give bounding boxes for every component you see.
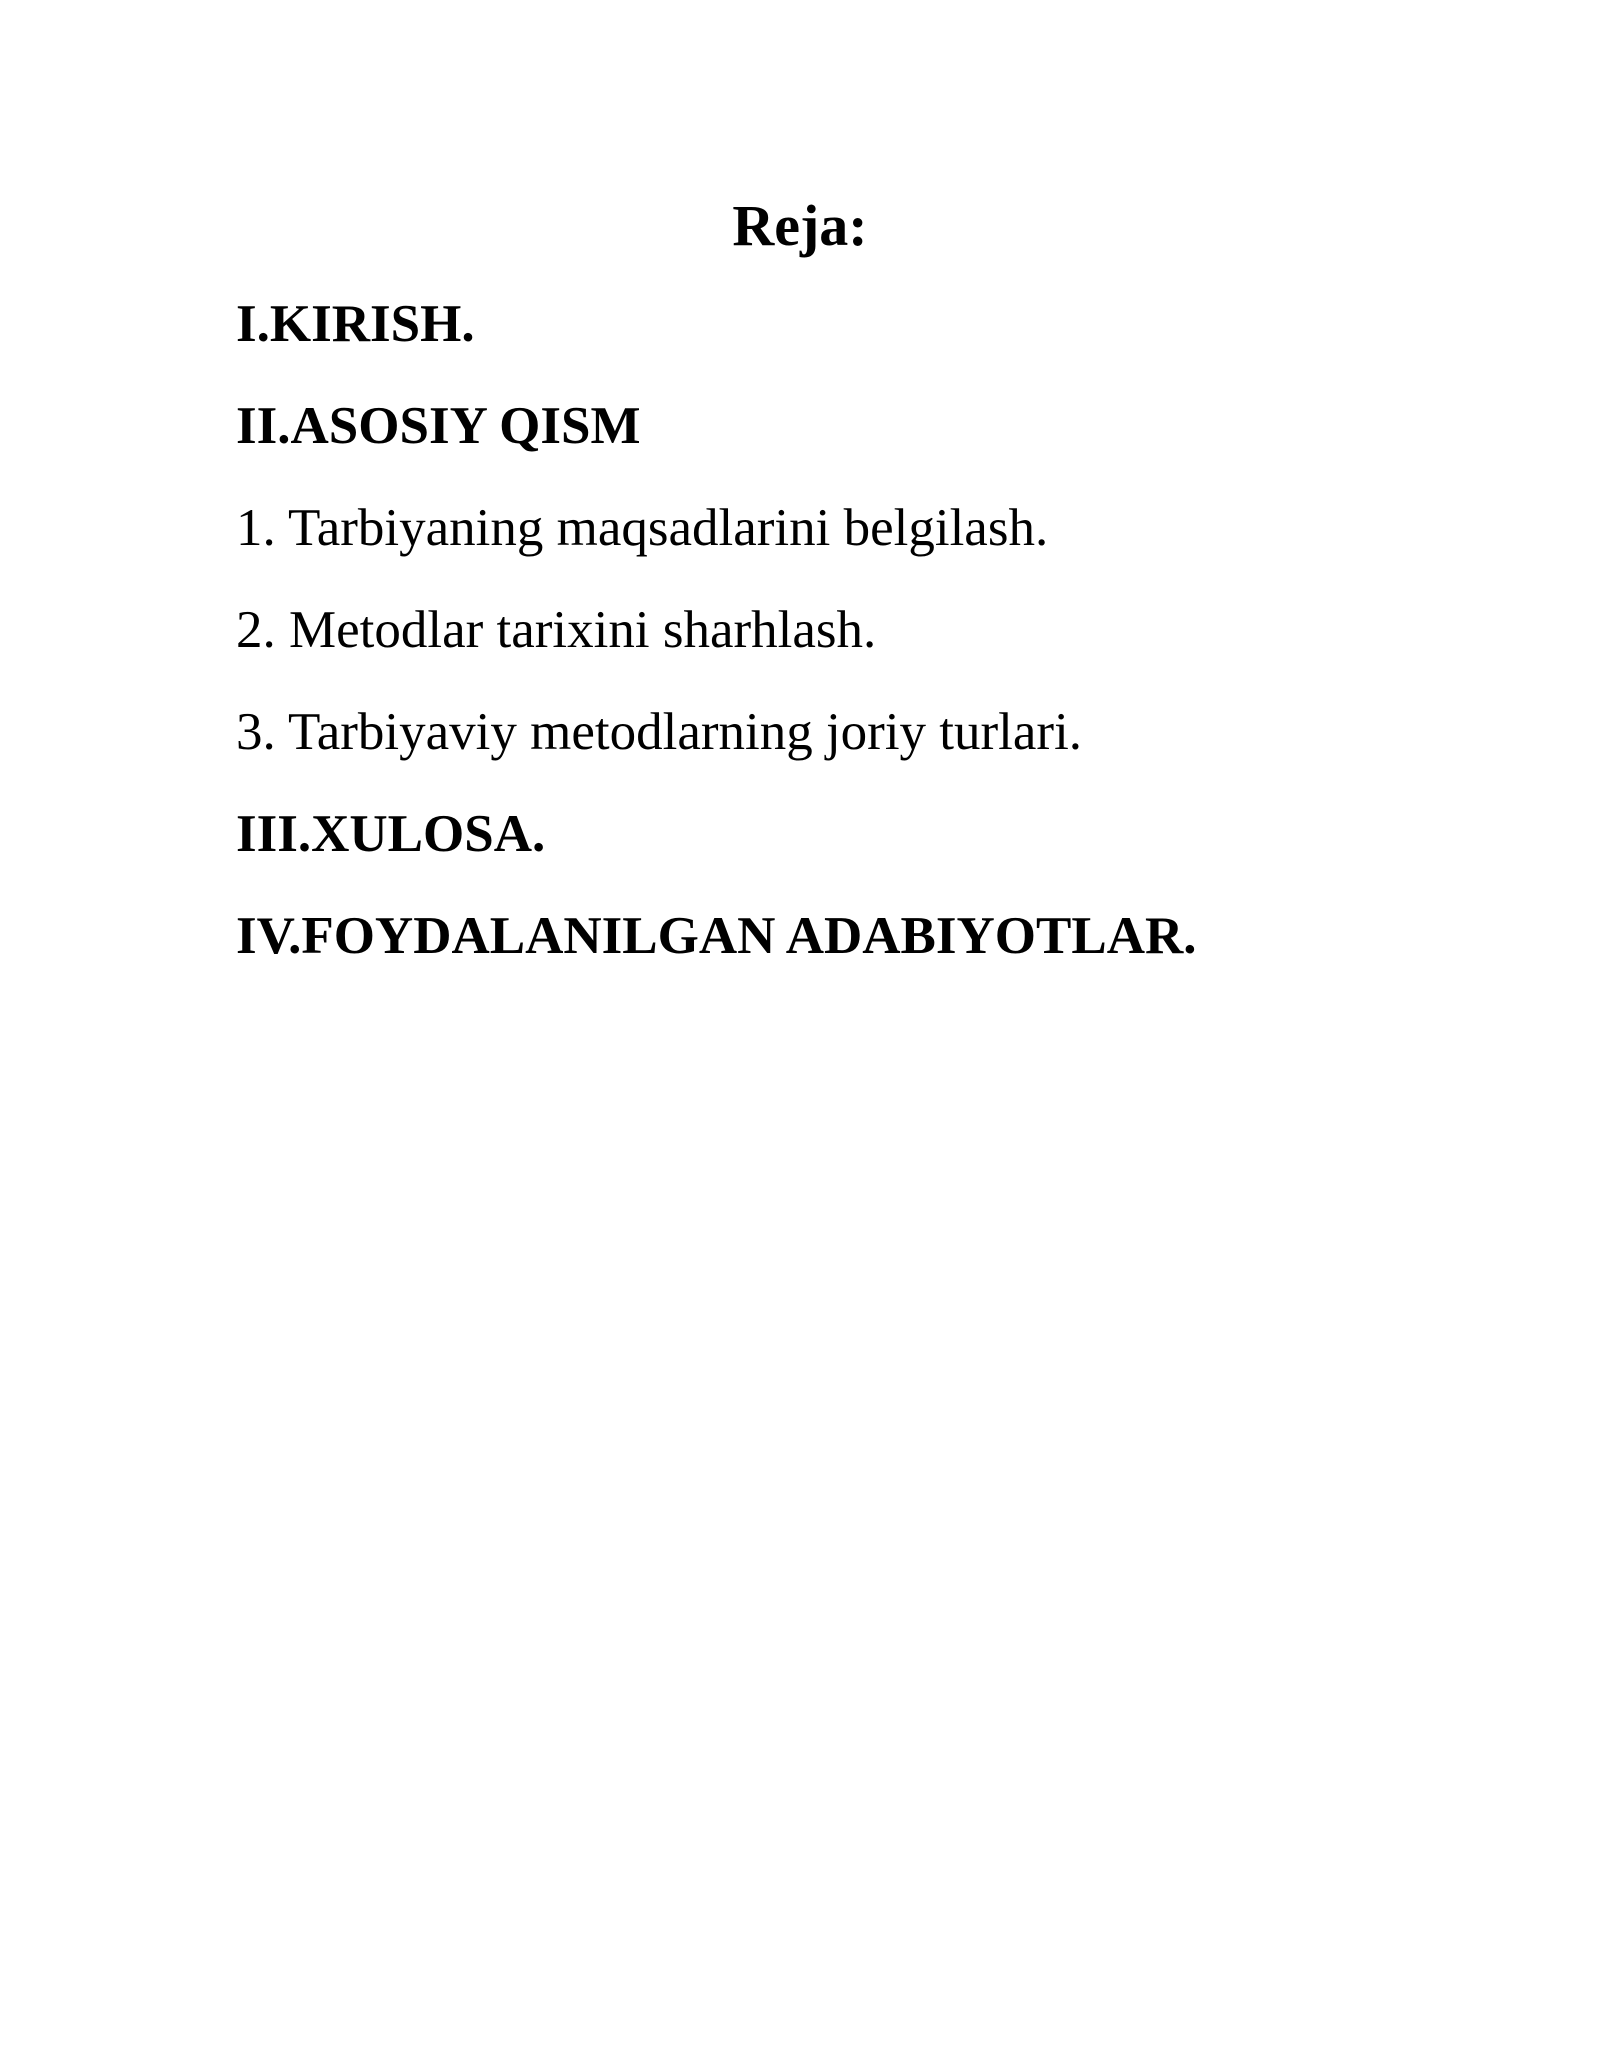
plan-outline xyxy=(236,292,1197,1006)
outline-item-conclusion: III.XULOSA. xyxy=(236,805,546,863)
outline-subitem-1: 1. Tarbiyaning maqsadlarini belgilash. xyxy=(236,499,1049,557)
page-title: Reja: xyxy=(732,193,868,258)
outline-item-introduction: I.KIRISH. xyxy=(236,295,475,353)
outline-item-references: IV.FOYDALANILGAN ADABIYOTLAR. xyxy=(236,907,1197,965)
outline-subitem-2: 2. Metodlar tarixini sharhlash. xyxy=(236,601,877,659)
outline-item-main-part: II.ASOSIY QISM xyxy=(236,397,641,455)
outline-subitem-3: 3. Tarbiyaviy metodlarning joriy turlari. xyxy=(236,703,1083,761)
